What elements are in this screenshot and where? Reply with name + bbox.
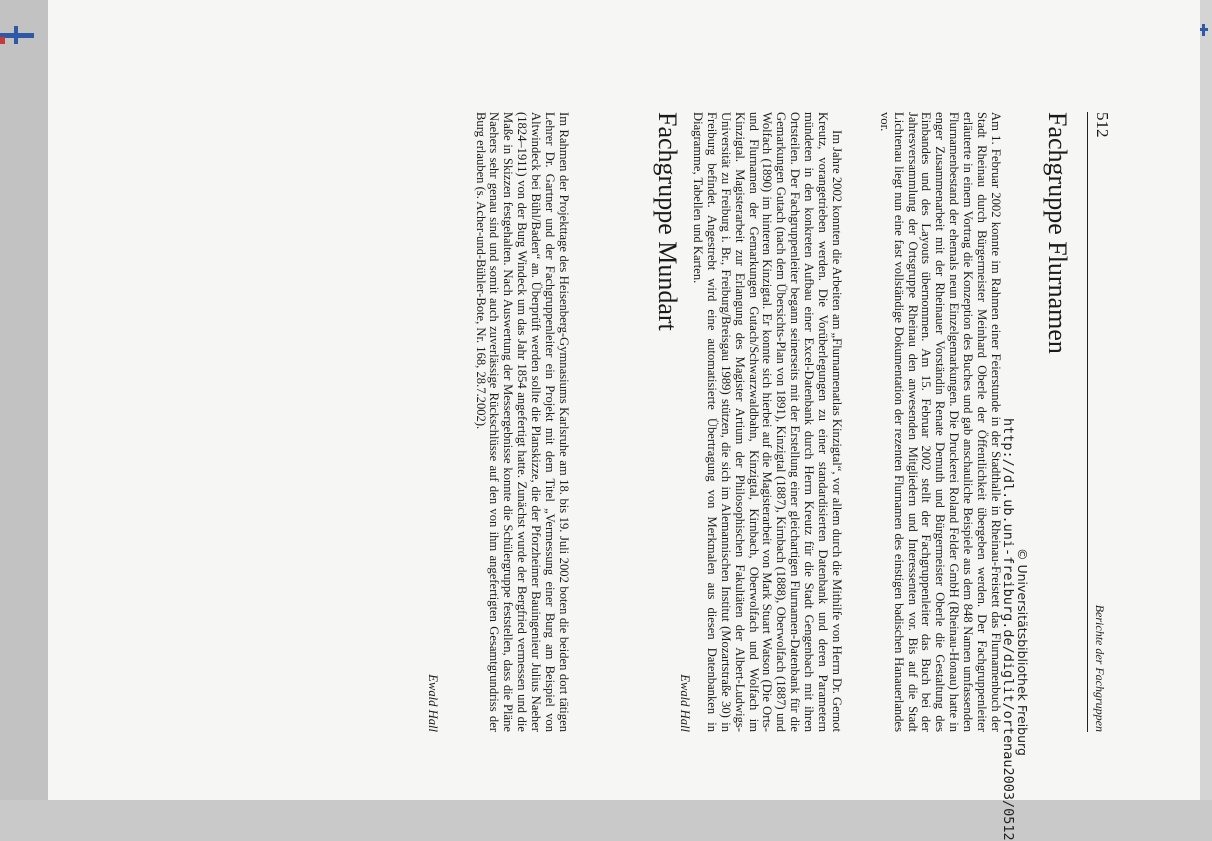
copyright-notice: © Universitätsbibliothek Freiburg (1015, 548, 1030, 756)
page-number: 512 (1093, 112, 1112, 138)
article2-author: Ewald Hall (426, 674, 440, 732)
article1-author: Ewald Hall (678, 674, 692, 732)
source-url-link[interactable]: http://dl.ub.uni-freiburg.de/diglit/ortenau2003/0512 (1000, 418, 1016, 841)
article1-paragraph-1: Am 1. Februar 2002 konnte im Rahmen einer Feierstunde in der Stadthalle in Rheinau-Freistett das Flurnamenbuch der Stadt Rheinau durch Bürgermeister Meinhard Oberle der Öffentlichkeit übergeben werden. Der Fachgruppenleiter erläuterte in einem Vortrag die Konzeption des Buches und gab anschauliche Beispiele aus dem 848 Namen umfassenden Flurnamenbestand der ehemals neun Einzelgemarkungen. Die Druckerei Roland Felder GmbH (Rheinau-Honau) hatte in enger Zusammenarbeit mit der Rheinauer Vorständin Renate Demuth und Bürgermeister Oberle die Gestaltung des Einbandes und des Layouts übernommen. Am 15. Februar 2002 stellt der Fachgruppenleiter das Buch bei der Jahresversammlung der Ortsgruppe Rheinau den anwesenden Mitgliedern und Interessenten vor. Bis auf die Stadt Lichtenau liegt nun eine fast vollständige Dokumentation der rezenten Flurnamen des einstigen badischen Hanauerlandes vor. (877, 112, 1003, 732)
section-header: Berichte der Fachgruppen (1093, 604, 1107, 732)
article-title-flurnamen: Fachgruppe Flurnamen (1043, 112, 1072, 354)
article-title-mundart: Fachgruppe Mundart (653, 112, 682, 331)
source-footer (1000, 0, 1202, 841)
article1-paragraph-2: Im Jahre 2002 konnten die Arbeiten am „Flurnamenatlas Kinzigtal“, vor allem durch die Mithilfe von Herrn Dr. Gernot Kreutz, vorangetrieben werden. Die Vorüberlegungen zu einer standardisierten Datenbank und deren Parametern mündeten in den konkreten Aufbau einer Excel-Datenbank durch Herrn Kreutz für die Stadt Gengenbach mit ihren Ortsteilen. Der Fachgruppenleiter begann seinerseits mit der Erstellung einer gleichartigen Flurnamen-Datenbank für die Gemarkungen Gutach (nach dem Übersichts-Plan von 1891), Kinzigtal (1887), Kirnbach (1888), Oberwolfach (1887) und Wolfach (1890) im hinteren Kinzigtal. Er konnte sich hierbei auf die Magisterarbeit von Mark Stuart Watson (Die Orts- und Flurnamen der Gemarkungen Gutach/Schwarzwaldbahn, Kinzigtal, Kirnbach, Oberwolfach und Wolfach im Kinzigtal. Magisterarbeit zur Erlangung des Magister Artium der Philosophischen Fakultäten der Albert-Ludwigs-Universität zu Freiburg i. Br., Freiburg/Breisgau 1989) stützen, die sich im Alemannischen Institut (Mozartstraße 30) in Freiburg befindet. Angestrebt wird eine automatisierte Übertragung von Merkmalen aus diesen Datenbanken in Diagramme, Tabellen und Karten. (690, 112, 844, 732)
article2-paragraph-1: Im Rahmen der Projekttage des Heisenberg-Gymnasiums Karlsruhe am 18. bis 19. Juli 2002 boten die beiden dort tätigen Lehrer Dr. Gartner und der Fachgruppenleiter ein Projekt mit dem Titel „Vermessung einer Burg am Beispiel von Altwindeck bei Bühl/Baden“ an. Überprüft werden sollte die Planskizze, die der Pforzheimer Bauingenieur Julius Naeher (1824–1911) von der Burg Windeck um das Jahr 1854 angefertigt hatte. Zunächst wurde der Bergfried vermessen und die Maße in Skizzen festgehalten. Nach Auswertung der Messergebnisse konnte die Schülergruppe feststellen, dass die Pläne Naehers sehr genau sind und somit auch zuverlässige Rückschlüsse auf den von ihm angefertigten Gesamtgrundriss der Burg erlauben (s. Acher-und-Bühler-Bote, Nr. 168, 28.7.2002). (473, 112, 571, 732)
